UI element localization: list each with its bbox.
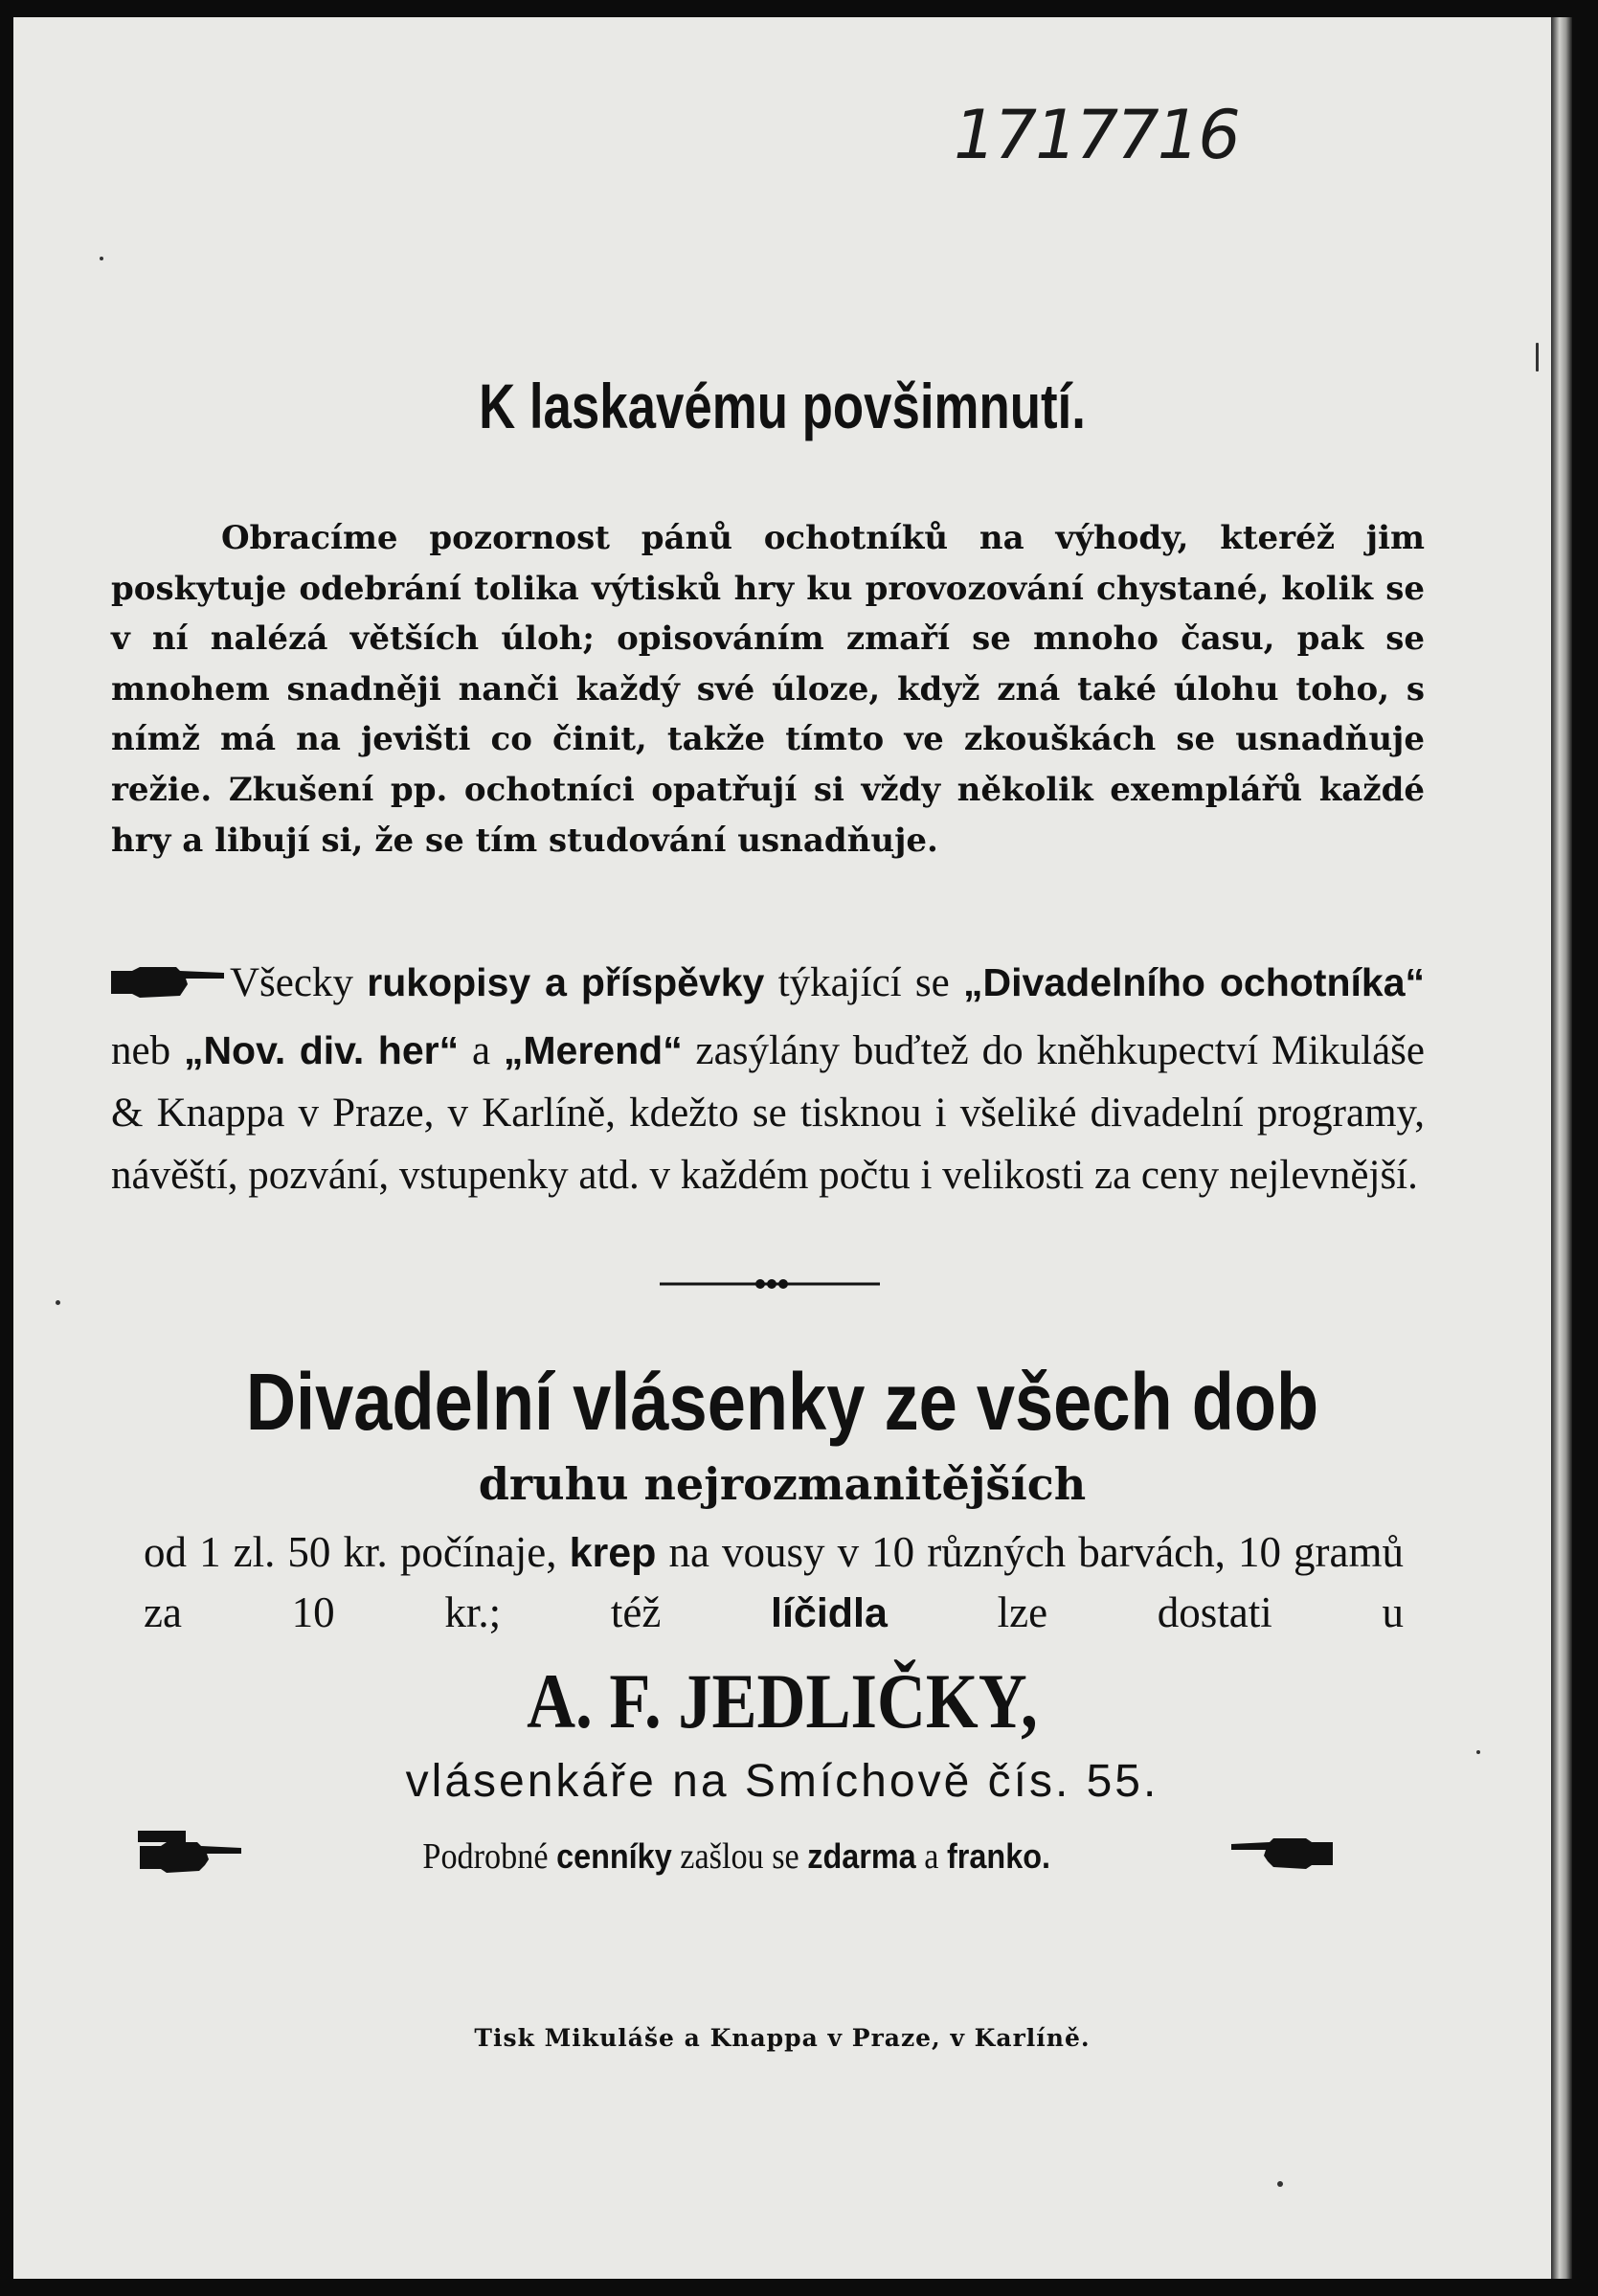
offer-bold-1: krep: [569, 1530, 657, 1576]
catalog-notice: [138, 1831, 1335, 1881]
pointing-hand-right-icon: [138, 1831, 243, 1881]
document-page: [13, 17, 1551, 2279]
manuscripts-text-5: zasýlány buďtež do kněhkupectví Mikuláše & Knappa v Praze, v Karlíně, kdežto se tisknou i všeliké divadelní programy, návěští, pozvání, vstupenky atd. v každém počtu i velikosti za ceny nejlevnější.: [111, 1028, 1425, 1198]
handwritten-catalog-number: 1717716: [954, 96, 1239, 174]
manuscripts-bold-3: „Nov. div. her“: [183, 1028, 460, 1072]
catalog-text-3: a: [915, 1835, 947, 1877]
manuscripts-text-4: a: [459, 1028, 504, 1073]
printer-imprint: Tisk Mikuláše a Knappa v Praze, v Karlíně.: [474, 2024, 1091, 2052]
catalog-bold-2: zdarma: [807, 1835, 916, 1876]
catalog-text: [422, 1835, 1050, 1878]
offer-bold-2: líčidla: [771, 1590, 888, 1636]
manuscripts-text-2: týkající se: [764, 960, 964, 1005]
manuscripts-text-1: Všecky: [230, 960, 368, 1005]
manuscripts-bold-2: „Divadelního ochotníka“: [963, 960, 1425, 1004]
ornament-divider-icon: [660, 1277, 880, 1289]
manuscripts-text-3: neb: [111, 1028, 184, 1073]
page-edge-shadow: [1551, 17, 1572, 2279]
manuscripts-paragraph: [111, 952, 1425, 1206]
catalog-text-1: Podrobné: [422, 1835, 556, 1877]
advert-offer: [144, 1522, 1404, 1643]
company-address: vlásenkáře na Smíchově čís. 55.: [405, 1756, 1159, 1807]
pointing-hand-left-icon: [1229, 1835, 1335, 1878]
pointing-hand-right-icon: [111, 957, 226, 1020]
catalog-text-2: zašlou se: [671, 1835, 808, 1877]
manuscripts-bold-4: „Merend“: [503, 1028, 683, 1072]
company-name: A. F. JEDLIČKY,: [527, 1657, 1038, 1745]
catalog-bold-3: franko.: [946, 1835, 1050, 1876]
advert-subtitle: druhu nejrozmanitějších: [478, 1458, 1087, 1510]
catalog-bold-1: cenníky: [555, 1835, 672, 1876]
offer-text-3: lze dostati u: [887, 1588, 1404, 1636]
manuscripts-bold-1: rukopisy a příspěvky: [367, 960, 765, 1004]
offer-text-1: od 1 zl. 50 kr. počínaje,: [144, 1528, 570, 1576]
notice-paragraph: Obracíme pozornost pánů ochotníků na výhody, kteréž jim poskytuje odebrání tolika výtisků hry ku provozování chystané, kolik se v ní nalézá větších úloh; opisováním zmaří se mnoho času, pak se mnohem snadněji nanči každý své úloze, když zná také úlohu toho, s nímž má na jevišti co činit, takže tímto ve zkouškách se usnadňuje režie. Zkušení pp. ochotníci opatřují si vždy několik exemplářů každé hry a libují si, že se tím studování usnadňuje.: [111, 519, 1425, 860]
page-heading: K laskavému povšimnutí.: [479, 371, 1086, 441]
offer-text-2: na vousy v 10 různých barvách, 10 gramů za 10 kr.; též: [144, 1528, 1404, 1636]
advert-title: Divadelní vlásenky ze všech dob: [245, 1357, 1319, 1447]
